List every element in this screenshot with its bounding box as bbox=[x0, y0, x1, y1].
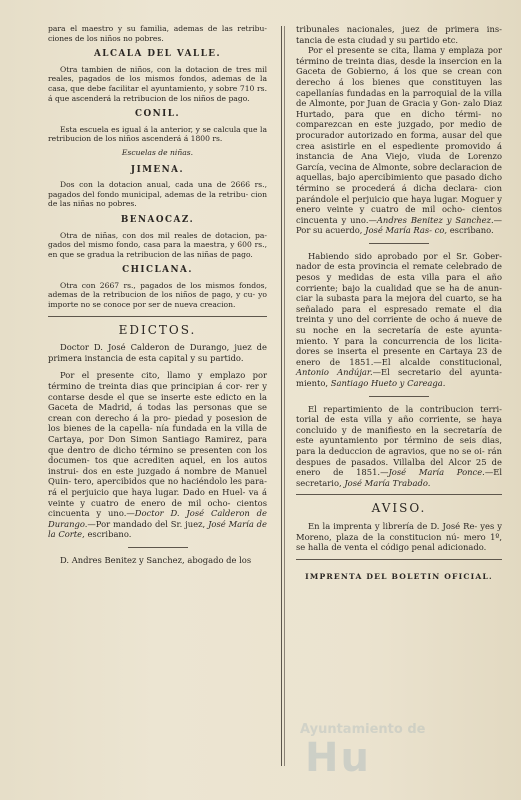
edicto2-heading: D. Andres Benitez y Sanchez, abogado de los bbox=[60, 554, 252, 565]
section-title-edictos: EDICTOS. bbox=[118, 322, 197, 337]
edicto1-body: Por el presente cito, llamo y emplazo por término de treinta dias que principian á cor- rer y contarse desde el que se inserte este edicto en la Gaceta de Madrid, á todas las personas que se crean con derecho á la pro- piedad y posesion de los bienes de la capella- nía fundada en la villa de Cartaya, por Don Simon Santiago Ramirez, para que dentro de dicho término se presenten con los documen- tos que acrediten aquel, en los autos instrui- dos en este juzgado á nombre de Manuel Quin- tero, apercibidos que no haciéndolo les para- rá el perjuicio que haya lugar. Dado en Huel- va á veinte y cuatro de enero de mil ocho- cientos cincuenta y uno.—Doctor D. José Calderon de Durango.—Por mandado del Sr. juez, José María de la Corte, escribano. bbox=[48, 370, 268, 540]
watermark-line1: Ayuntamiento de bbox=[300, 722, 426, 737]
cartaya-signature-secretary: Santiago Hueto y Careaga. bbox=[330, 378, 446, 388]
section-title-conil: CONIL. bbox=[134, 109, 181, 120]
section-title-chiclana: CHICLANA. bbox=[122, 265, 193, 276]
right-column bbox=[296, 24, 502, 582]
alcor-body: El repartimiento de la contribucion terri- torial de esta villa y año corriente, se haya concluido y de manifiesto en la secretaría de este ayuntamiento por término de seis dias, para la deduccion de agravios, que no se oi- rán despues de pasados. Villalba del Alcor 25 de enero de 1851.—José María Ponce.—El secretario, José María Trabado. bbox=[296, 403, 502, 488]
printer-footer: IMPRENTA DEL BOLETIN OFICIAL. bbox=[305, 571, 493, 581]
aviso-text: En la imprenta y librería de D. José Re- yes y Moreno, plaza de la constitucion nú- mero 1º, se halla de venta el código penal adicionado. bbox=[296, 520, 502, 553]
edict-separator bbox=[128, 547, 188, 548]
jimena-text: Dos con la dotacion anual, cada una de 2666 rs., pagados del fondo municipal, ademas de la retribu- cion de las niñas no pobres. bbox=[48, 180, 267, 209]
edict-separator bbox=[369, 396, 429, 397]
footer-rule bbox=[296, 559, 502, 560]
section-rule bbox=[48, 316, 267, 317]
cartaya-signature-mayor: Antonio Andújar. bbox=[296, 367, 373, 378]
section-title-benaocaz: BENAOCAZ. bbox=[120, 214, 195, 225]
column-divider bbox=[281, 26, 282, 766]
edict-separator bbox=[369, 243, 429, 244]
section-title-alcala: ALCALA DEL VALLE. bbox=[93, 49, 222, 60]
edicto1-heading: Doctor D. José Calderon de Durango, juez de primera instancia de esta capital y su partido. bbox=[48, 342, 267, 363]
edicto2-body: Por el presente se cita, llama y emplaza por término de treinta dias, desde la insercion en la Gaceta de Gobierno, á los que se crean con derecho á los bienes que constituyen las capellanías fundadas en la parroquial de la villa de Almonte, por Juan de Gracia y Gon- zalo Diaz Hurtado, para que en dicho térmi- no comparezcan en este juzgado, por medio de procurador autorizado en forma, ausar del que crea asistirle en el espediente promovido á instancia de Ana Viejo, viuda de Lorenzo García, vecina de Almonte, sobre declaracion de aquellas, bajo apercibimiento que pasado dicho término se procederá á dicha declara- cion parándole el perjuicio que haya lugar. Moguer y enero veinte y cuatro de mil ocho- cientos cincuenta y uno.—Andres Benitez y Sanchez.—Por su acuerdo, José María Ras- co, escribano. bbox=[296, 45, 502, 236]
left-column bbox=[48, 24, 267, 566]
watermark-line2: Hu bbox=[305, 735, 371, 781]
edicto1-signature-clerk: José María de la Corte, bbox=[48, 518, 268, 540]
edicto2-signature-clerk: José María Ras- co, bbox=[365, 225, 448, 236]
alcor-signature-mayor: José María Ponce. bbox=[388, 467, 485, 478]
top-text: para el maestro y su familia, ademas de las retribu- ciones de los niños no pobres. bbox=[48, 24, 267, 43]
benaocaz-text: Otra de niñas, con dos mil reales de dotacion, pa- gados del mismo fondo, casa para la maestra, y 600 rs., en que se gradua la retribucion de las niñas de pago. bbox=[48, 230, 267, 259]
section-rule bbox=[296, 494, 502, 495]
column-divider-inner bbox=[284, 26, 285, 766]
cartaya-body: Habiendo sido aprobado por el Sr. Gober- nador de esta provincia el remate celebrado de pesos y medidas de esta villa para el año corriente; bajo la cualidad que se ha de anun- ciar la subasta para la mejora del cuarto, se ha señalado para el espresado remate el dia treinta y uno del corriente de ocho á nueve de su noche en la secretaría de este ayunta- miento. Y para la concurrencia de los licita- dores se inserta el presente en Cartaya 23 de enero de 1851.—El alcalde constitucional, Antonio Andújar.—El secretario del ayunta- miento, Santiago Hueto y Careaga. bbox=[296, 250, 502, 388]
edicto1-signature-judge: Doctor D. José Calderon de Durango. bbox=[48, 508, 267, 529]
section-title-jimena: JIMENA. bbox=[130, 164, 185, 175]
alcor-signature-secretary: José María Trabado. bbox=[344, 477, 431, 488]
chiclana-text: Otra con 2667 rs., pagados de los mismos fondos, ademas de la retribucion de los niños de pago, y cu- yo importe no se conoce por ser de nueva creacion. bbox=[48, 280, 267, 310]
alcala-text: Otra tambien de niños, con la dotacion de tres mil reales, pagados de los mismos fondos, ademas de la casa, que debe facilitar el ayuntamiento, y sobre 710 rs. á que ascenderá la retribucion de los niños de pago. bbox=[48, 64, 267, 103]
subsection-title-ninas: Escuelas de niñas. bbox=[121, 147, 194, 157]
edicto2-signature-judge: Andres Benitez y Sanchez. bbox=[376, 214, 494, 225]
section-title-aviso: AVISO. bbox=[371, 501, 427, 516]
edicto2-heading-cont: tribunales nacionales, juez de primera ins- tancia de esta ciudad y su partido etc. bbox=[296, 24, 502, 45]
conil-text: Esta escuela es igual á la anterior, y se calcula que la retribucion de los niños ascenderá á 1800 rs. bbox=[48, 124, 267, 144]
